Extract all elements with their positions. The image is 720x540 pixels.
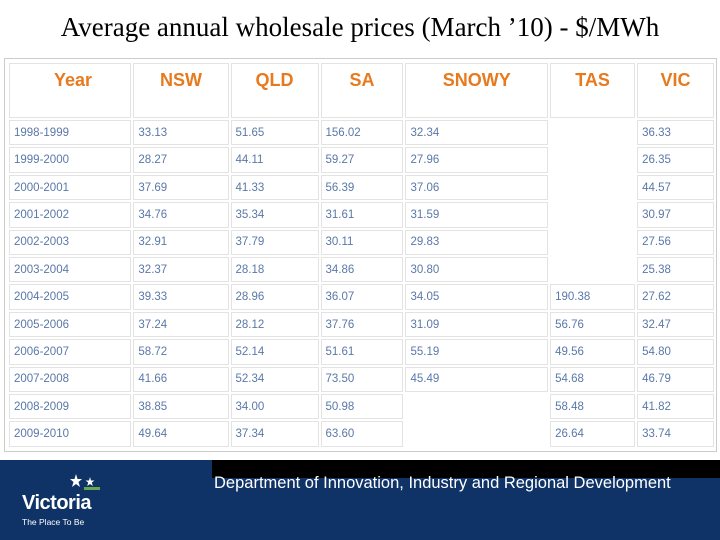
price-cell-sa: 34.86 xyxy=(321,257,404,282)
price-cell-tas: 26.64 xyxy=(550,421,635,447)
year-cell: 2008-2009 xyxy=(9,394,131,419)
year-cell: 2002-2003 xyxy=(9,230,131,255)
price-cell-snowy: 37.06 xyxy=(405,175,548,200)
price-cell-vic: 30.97 xyxy=(637,202,714,227)
price-cell-vic: 36.33 xyxy=(637,120,714,145)
price-cell-nsw: 37.24 xyxy=(133,312,228,337)
price-cell-qld: 28.12 xyxy=(231,312,319,337)
price-cell-tas: 190.38 xyxy=(550,284,635,309)
price-cell-snowy: 30.80 xyxy=(405,257,548,282)
price-cell-nsw: 39.33 xyxy=(133,284,228,309)
logo-tagline: The Place To Be xyxy=(22,517,85,527)
price-cell-sa: 50.98 xyxy=(321,394,404,419)
price-cell-sa: 59.27 xyxy=(321,147,404,172)
price-cell-qld: 28.18 xyxy=(231,257,319,282)
price-cell-snowy: 34.05 xyxy=(405,284,548,309)
table-row xyxy=(9,202,714,227)
price-cell-qld: 44.11 xyxy=(231,147,319,172)
table-row xyxy=(9,367,714,392)
table-row xyxy=(9,421,714,447)
price-cell-nsw: 49.64 xyxy=(133,421,228,447)
price-cell-nsw: 32.37 xyxy=(133,257,228,282)
price-cell-qld: 28.96 xyxy=(231,284,319,309)
year-cell: 2006-2007 xyxy=(9,339,131,364)
price-cell-vic: 33.74 xyxy=(637,421,714,447)
year-cell: 2003-2004 xyxy=(9,257,131,282)
table-row xyxy=(9,394,714,419)
price-cell-tas xyxy=(550,175,635,200)
table-row xyxy=(9,230,714,255)
year-cell: 1999-2000 xyxy=(9,147,131,172)
year-cell: 2000-2001 xyxy=(9,175,131,200)
price-cell-qld: 35.34 xyxy=(231,202,319,227)
price-cell-nsw: 34.76 xyxy=(133,202,228,227)
price-cell-qld: 37.79 xyxy=(231,230,319,255)
price-cell-snowy: 27.96 xyxy=(405,147,548,172)
year-cell: 2009-2010 xyxy=(9,421,131,447)
column-header-tas: TAS xyxy=(550,63,635,118)
table-header-row xyxy=(9,63,714,118)
price-cell-snowy: 55.19 xyxy=(405,339,548,364)
price-cell-tas xyxy=(550,120,635,145)
price-cell-qld: 52.14 xyxy=(231,339,319,364)
column-header-qld: QLD xyxy=(231,63,319,118)
price-cell-vic: 46.79 xyxy=(637,367,714,392)
price-cell-sa: 30.11 xyxy=(321,230,404,255)
price-cell-nsw: 32.91 xyxy=(133,230,228,255)
price-cell-sa: 37.76 xyxy=(321,312,404,337)
price-cell-snowy: 31.09 xyxy=(405,312,548,337)
price-cell-tas: 56.76 xyxy=(550,312,635,337)
price-cell-qld: 51.65 xyxy=(231,120,319,145)
table-row xyxy=(9,147,714,172)
price-table xyxy=(7,61,716,449)
year-cell: 2001-2002 xyxy=(9,202,131,227)
column-header-nsw: NSW xyxy=(133,63,228,118)
price-cell-tas xyxy=(550,257,635,282)
price-cell-sa: 156.02 xyxy=(321,120,404,145)
price-cell-vic: 54.80 xyxy=(637,339,714,364)
column-header-vic: VIC xyxy=(637,63,714,118)
table-row xyxy=(9,257,714,282)
logo-wordmark: Victoria xyxy=(22,492,91,514)
price-cell-vic: 27.56 xyxy=(637,230,714,255)
table-row xyxy=(9,284,714,309)
table-row xyxy=(9,339,714,364)
slide-title: Average annual wholesale prices (March ’10) - $/MWh xyxy=(60,12,660,42)
year-cell: 2007-2008 xyxy=(9,367,131,392)
victoria-logo xyxy=(22,482,122,532)
price-cell-tas xyxy=(550,230,635,255)
price-cell-sa: 51.61 xyxy=(321,339,404,364)
price-cell-tas: 58.48 xyxy=(550,394,635,419)
table-body xyxy=(9,120,714,447)
price-cell-vic: 26.35 xyxy=(637,147,714,172)
footer xyxy=(0,460,720,540)
price-cell-nsw: 41.66 xyxy=(133,367,228,392)
table-row xyxy=(9,175,714,200)
price-cell-snowy xyxy=(405,421,548,447)
price-cell-qld: 52.34 xyxy=(231,367,319,392)
price-cell-nsw: 28.27 xyxy=(133,147,228,172)
price-cell-tas xyxy=(550,202,635,227)
price-cell-sa: 56.39 xyxy=(321,175,404,200)
price-cell-snowy: 32.34 xyxy=(405,120,548,145)
price-cell-sa: 73.50 xyxy=(321,367,404,392)
year-cell: 1998-1999 xyxy=(9,120,131,145)
price-cell-snowy: 29.83 xyxy=(405,230,548,255)
price-cell-snowy: 45.49 xyxy=(405,367,548,392)
price-cell-snowy: 31.59 xyxy=(405,202,548,227)
column-header-snowy: SNOWY xyxy=(405,63,548,118)
price-cell-nsw: 58.72 xyxy=(133,339,228,364)
price-cell-nsw: 33.13 xyxy=(133,120,228,145)
column-header-year: Year xyxy=(9,63,131,118)
price-cell-tas: 54.68 xyxy=(550,367,635,392)
price-cell-vic: 25.38 xyxy=(637,257,714,282)
column-header-sa: SA xyxy=(321,63,404,118)
table-row xyxy=(9,120,714,145)
price-cell-tas xyxy=(550,147,635,172)
price-cell-vic: 41.82 xyxy=(637,394,714,419)
victoria-logo-stars-icon xyxy=(66,472,106,492)
table-row xyxy=(9,312,714,337)
department-name: Department of Innovation, Industry and Regional Development xyxy=(214,474,671,492)
price-cell-vic: 32.47 xyxy=(637,312,714,337)
price-table-frame xyxy=(4,58,717,452)
price-cell-qld: 41.33 xyxy=(231,175,319,200)
price-cell-vic: 27.62 xyxy=(637,284,714,309)
year-cell: 2004-2005 xyxy=(9,284,131,309)
price-cell-sa: 63.60 xyxy=(321,421,404,447)
price-cell-sa: 31.61 xyxy=(321,202,404,227)
price-cell-qld: 34.00 xyxy=(231,394,319,419)
price-cell-qld: 37.34 xyxy=(231,421,319,447)
price-cell-nsw: 38.85 xyxy=(133,394,228,419)
price-cell-nsw: 37.69 xyxy=(133,175,228,200)
price-cell-snowy xyxy=(405,394,548,419)
year-cell: 2005-2006 xyxy=(9,312,131,337)
price-cell-vic: 44.57 xyxy=(637,175,714,200)
price-cell-tas: 49.56 xyxy=(550,339,635,364)
price-cell-sa: 36.07 xyxy=(321,284,404,309)
